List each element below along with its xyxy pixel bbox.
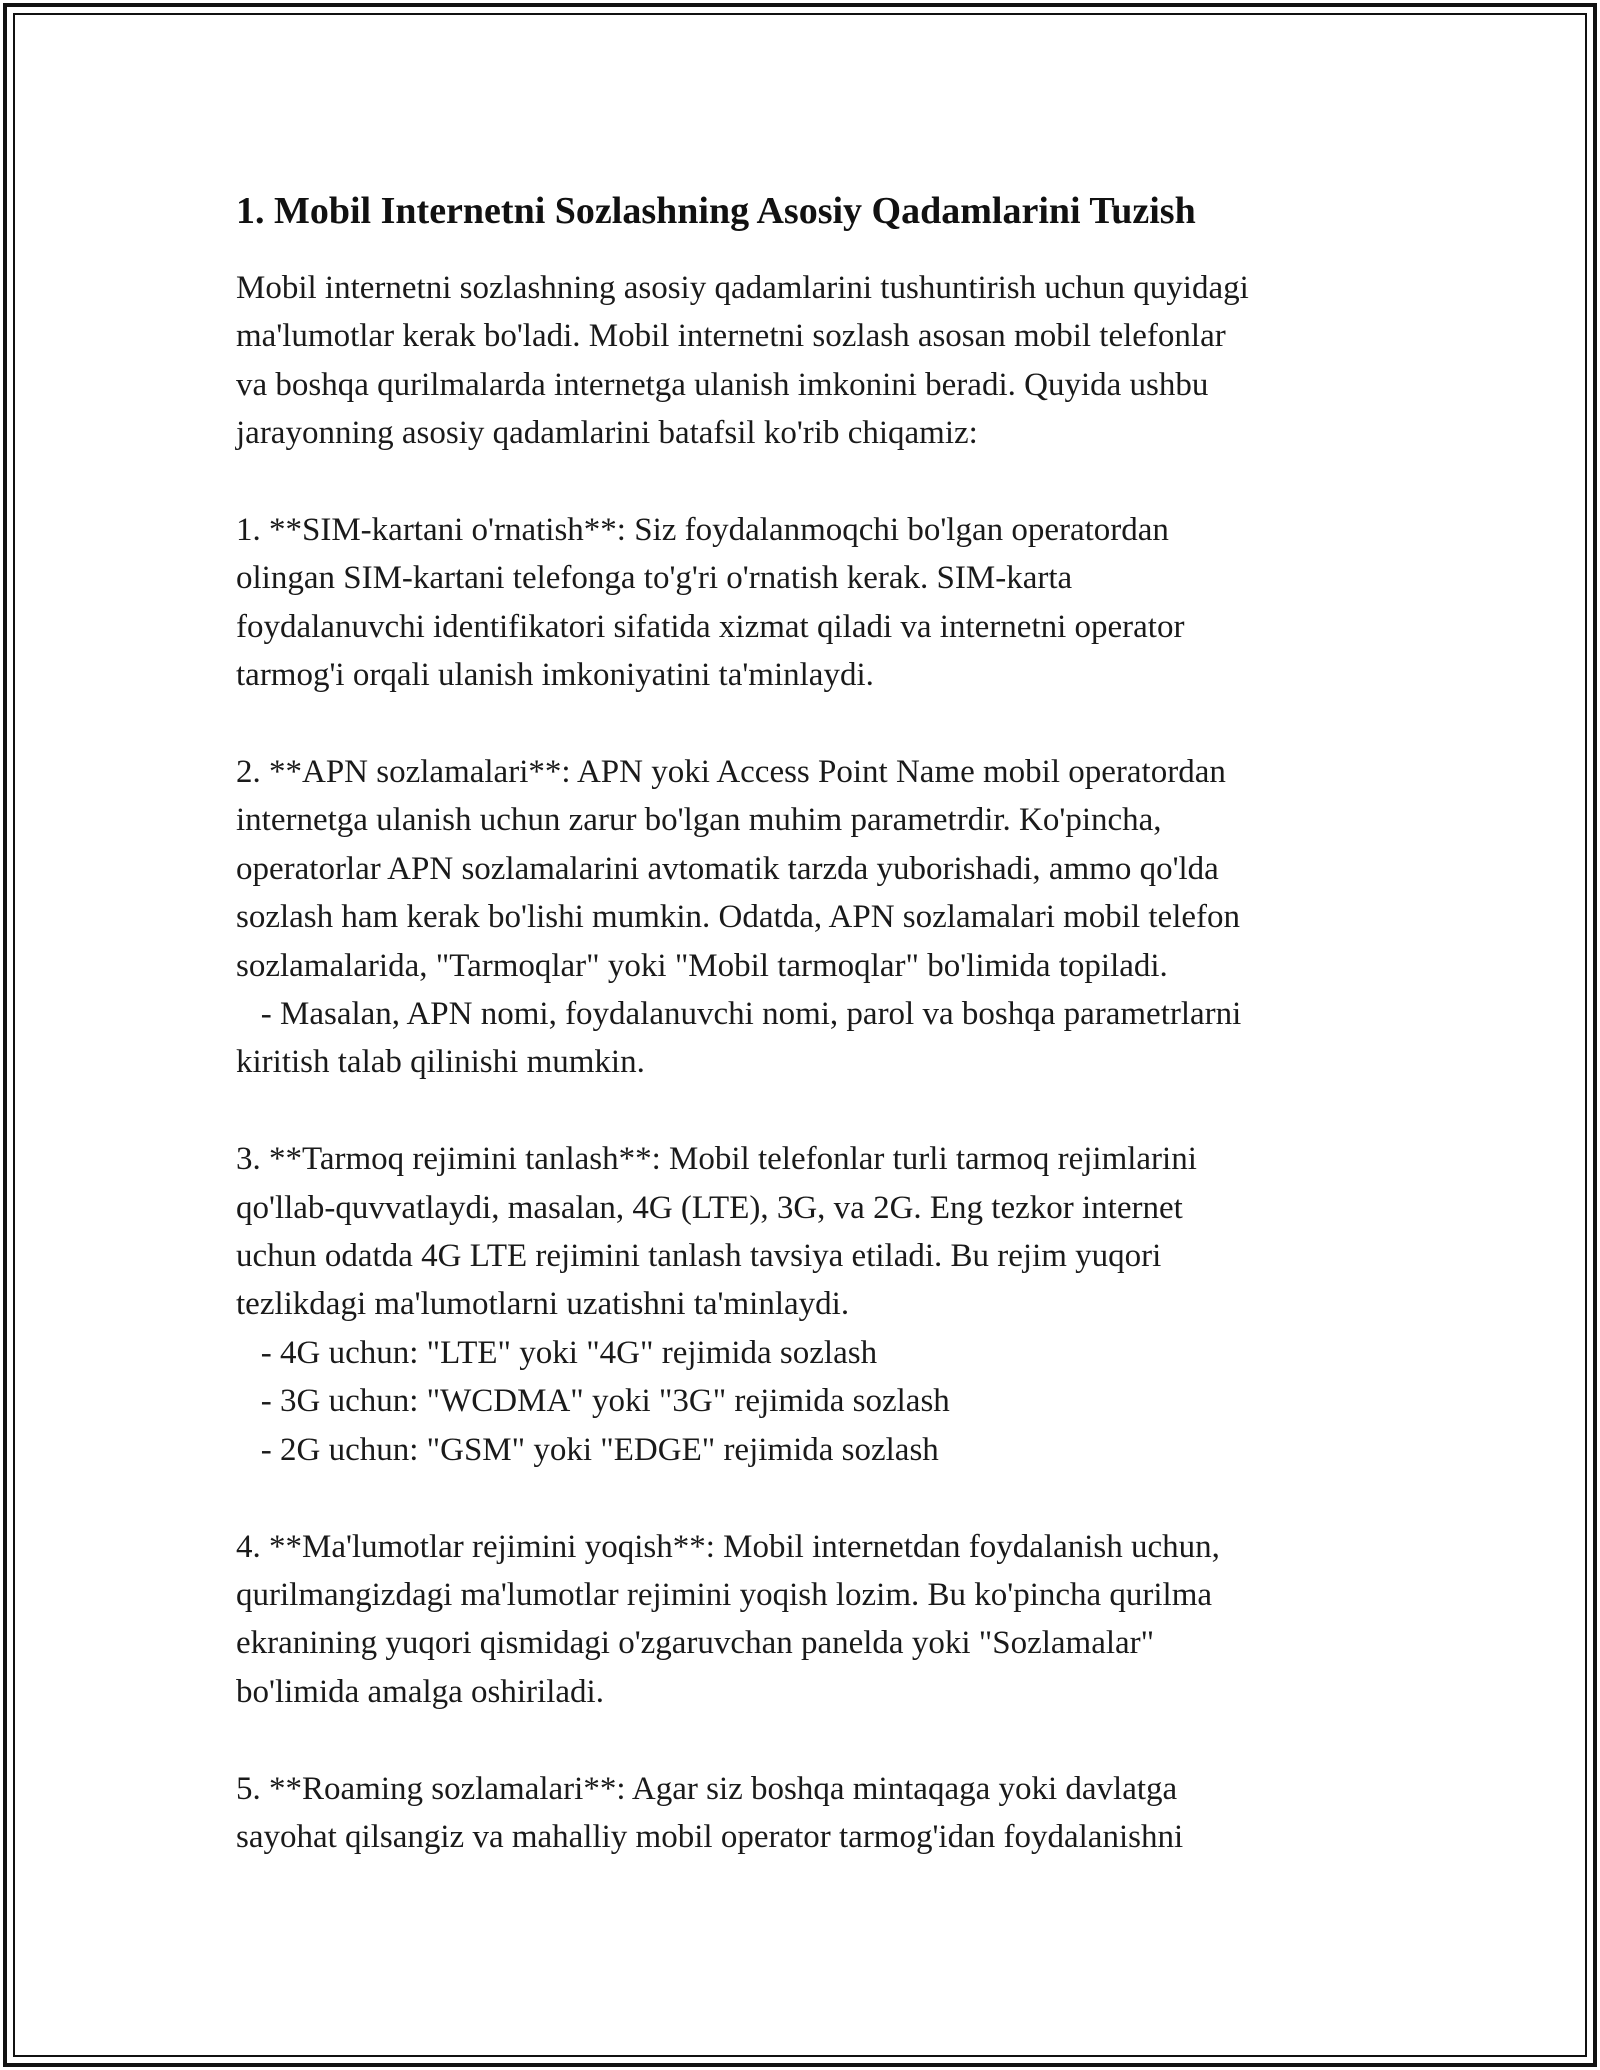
- paragraph-gap: [236, 700, 1396, 748]
- paragraph-gap: [236, 458, 1396, 506]
- step-5-roaming: 5. **Roaming sozlamalari**: Agar siz boshqa mintaqaga yoki davlatga sayohat qilsangiz va mahalliy mobil operator tarmog'idan foydalanishni: [236, 1770, 1184, 1855]
- document-title: 1. Mobil Internetni Sozlashning Asosiy Qadamlarini Tuzish: [236, 190, 1196, 232]
- intro-paragraph: Mobil internetni sozlashning asosiy qadamlarini tushuntirish uchun quyidagi ma'lumotlar kerak bo'ladi. Mobil internetni sozlash asosan mobil telefonlar va boshqa qurilmalarda internetga ulanish imkonini beradi. Quyida ushbu jarayonning asosiy qadamlarini batafsil ko'rib chiqamiz:: [236, 270, 1249, 452]
- step-4-data-mode: 4. **Ma'lumotlar rejimini yoqish**: Mobil internetdan foydalanish uchun, qurilmangizdagi ma'lumotlar rejimini yoqish lozim. Bu ko'pincha qurilma ekranining yuqori qismidagi o'zgaruvchan panelda yoki "Sozlamalar" bo'limida amalga oshiriladi.: [236, 1528, 1220, 1710]
- step-3-network-mode: 3. **Tarmoq rejimini tanlash**: Mobil telefonlar turli tarmoq rejimlarini qo'llab-quvvatlaydi, masalan, 4G (LTE), 3G, va 2G. Eng tezkor internet uchun odatda 4G LTE rejimini tanlash tavsiya etiladi. Bu rejim yuqori tezlikdagi ma'lumotlarni uzatishni ta'minlaydi. - 4G uchun: "LTE" yoki "4G" rejimida sozlash - 3G uchun: "WCDMA" yoki "3G" rejimida sozlash - 2G uchun: "GSM" yoki "EDGE" rejimida sozlash: [236, 1141, 1197, 1468]
- paragraph-gap: [236, 1087, 1396, 1135]
- step-2-apn-settings: 2. **APN sozlamalari**: APN yoki Access Point Name mobil operatordan internetga ulanish uchun zarur bo'lgan muhim parametrdir. Ko'pincha, operatorlar APN sozlamalarini avtomatik tarzda yuborishadi, ammo qo'lda sozlash ham kerak bo'lishi mumkin. Odatda, APN sozlamalari mobil telefon sozlamalarida, "Tarmoqlar" yoki "Mobil tarmoqlar" bo'limida topiladi. - Masalan, APN nomi, foydalanuvchi nomi, parol va boshqa parametrlarni kiritish talab qilinishi mumkin.: [236, 754, 1242, 1081]
- document-body: [236, 186, 1396, 1861]
- step-1-sim-card: 1. **SIM-kartani o'rnatish**: Siz foydalanmoqchi bo'lgan operatordan olingan SIM-kartani telefonga to'g'ri o'rnatish kerak. SIM-karta foydalanuvchi identifikatori sifatida xizmat qiladi va internetni operator tarmog'i orqali ulanish imkoniyatini ta'minlaydi.: [236, 512, 1185, 694]
- paragraph-gap: [236, 1474, 1396, 1522]
- paragraph-gap: [236, 1716, 1396, 1764]
